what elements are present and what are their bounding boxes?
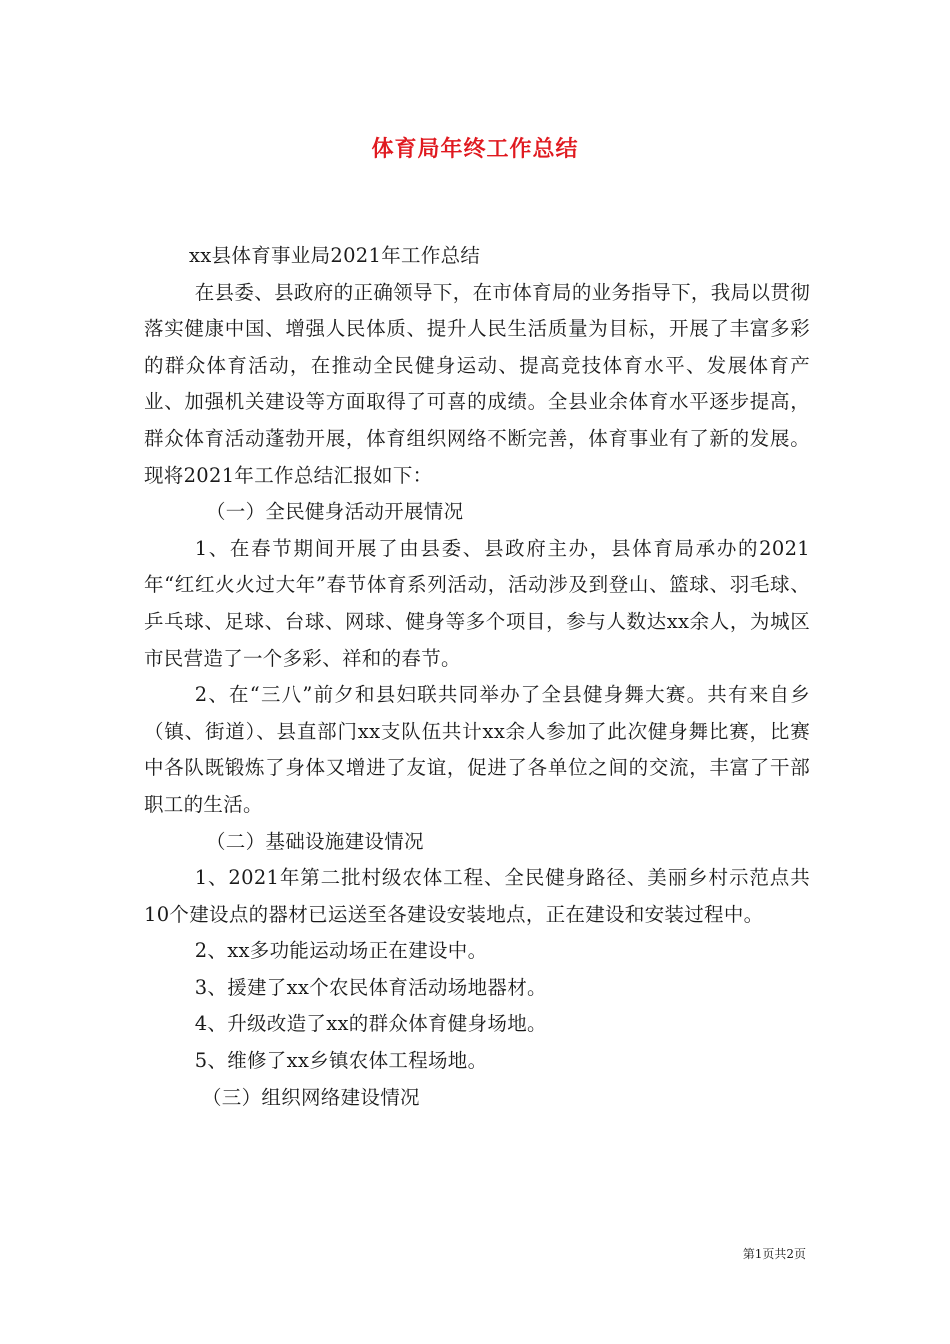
- document-subtitle: xx县体育事业局2021年工作总结: [189, 244, 481, 267]
- section2-paragraph-2: 2、xx多功能运动场正在建设中。: [194, 939, 488, 963]
- section2-paragraph-4: 4、升级改造了xx的群众体育健身场地。: [194, 1012, 547, 1036]
- section2-paragraph-1: 1、2021年第二批村级农体工程、全民健身路径、美丽乡村示范点共10个建设点的器材已运送至各建设安装地点，正在建设和安装过程中。: [144, 866, 810, 926]
- section-heading-2: （二）基础设施建设情况: [206, 829, 424, 853]
- section2-paragraph-5: 5、维修了xx乡镇农体工程场地。: [194, 1049, 488, 1073]
- section-heading-3: （三）组织网络建设情况: [202, 1085, 420, 1109]
- section1-paragraph-2: 2、在“三八”前夕和县妇联共同举办了全县健身舞大赛。共有来自乡（镇、街道）、县直部门xx支队伍共计xx余人参加了此次健身舞比赛，比赛中各队既锻炼了身体又增进了友谊，促进了各单位之间的交流，丰富了干部职工的生活。: [144, 683, 810, 816]
- document-body: [144, 238, 810, 1116]
- intro-paragraph: 在县委、县政府的正确领导下，在市体育局的业务指导下，我局以贯彻落实健康中国、增强人民体质、提升人民生活质量为目标，开展了丰富多彩的群众体育活动，在推动全民健身运动、提高竞技体育水平、发展体育产业、加强机关建设等方面取得了可喜的成绩。全县业余体育水平逐步提高，群众体育活动蓬勃开展，体育组织网络不断完善，体育事业有了新的发展。现将2021年工作总结汇报如下：: [144, 280, 810, 487]
- page-number-footer: 第1页共2页: [742, 1247, 806, 1261]
- document-title: 体育局年终工作总结: [371, 137, 579, 162]
- section-heading-1: （一）全民健身活动开展情况: [206, 500, 464, 524]
- section2-paragraph-3: 3、援建了xx个农民体育活动场地器材。: [194, 975, 547, 999]
- section1-paragraph-1: 1、在春节期间开展了由县委、县政府主办，县体育局承办的2021年“红红火火过大年”春节体育系列活动，活动涉及到登山、篮球、羽毛球、乒乓球、足球、台球、网球、健身等多个项目，参与人数达xx余人，为城区市民营造了一个多彩、祥和的春节。: [144, 536, 810, 670]
